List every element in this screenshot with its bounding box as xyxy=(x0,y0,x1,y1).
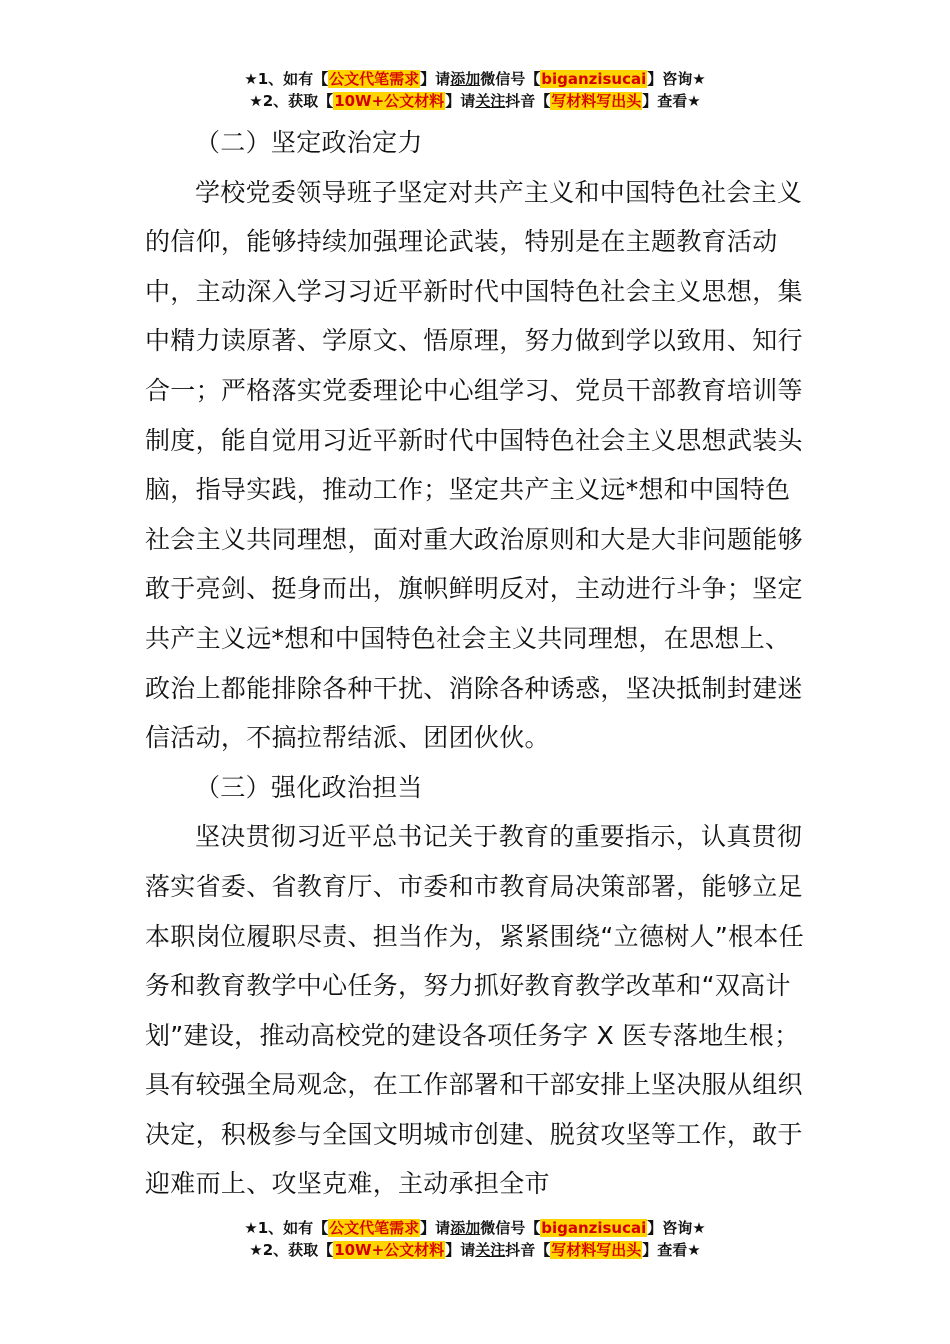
banner-line-1 xyxy=(0,1217,950,1239)
paragraph: 坚决贯彻习近平总书记关于教育的重要指示，认真贯彻落实省委、省教育厅、市委和市教育局决策部署，能够立足本职岗位履职尽责、担当作为，紧紧围绕“立德树人”根本任务和教育教学中心任务，努力抓好教育教学改革和“双高计划”建设，推动高校党的建设各项任务字 X 医专落地生根；具有较强全局观念，在工作部署和干部安排上坚决服从组织决定，积极参与全国文明城市创建、脱贫攻坚等工作，敢于迎难而上、攻坚克难，主动承担全市 xyxy=(145,822,805,1199)
banner-highlight: 写材料写出头 xyxy=(551,1241,642,1259)
banner-highlight: 10W+公文材料 xyxy=(334,92,445,110)
banner-line-2 xyxy=(0,1239,950,1261)
banner-text: 】查看★ xyxy=(642,92,701,110)
banner-text: 】咨询★ xyxy=(647,1219,706,1237)
banner-text: ★1、如有【 xyxy=(244,1219,329,1237)
banner-line-1 xyxy=(0,68,950,90)
banner-highlight: 公文代笔需求 xyxy=(329,1219,420,1237)
paragraph: 学校党委领导班子坚定对共产主义和中国特色社会主义的信仰，能够持续加强理论武装，特别是在主题教育活动中，主动深入学习习近平新时代中国特色社会主义思想，集中精力读原著、学原文、悟原理，努力做到学以致用、知行合一；严格落实党委理论中心组学习、党员干部教育培训等制度，能自觉用习近平新时代中国特色社会主义思想武装头脑，指导实践，推动工作；坚定共产主义远*想和中国特色社会主义共同理想，面对重大政治原则和大是大非问题能够敢于亮剑、挺身而出，旗帜鲜明反对，主动进行斗争；坚定共产主义远*想和中国特色社会主义共同理想，在思想上、政治上都能排除各种干扰、消除各种诱惑，坚决抵制封建迷信活动，不搞拉帮结派、团团伙伙。 xyxy=(145,177,803,753)
banner-text: 抖音【 xyxy=(505,1241,551,1259)
document-body xyxy=(145,118,807,1209)
banner-line-2 xyxy=(0,90,950,112)
footer-banner xyxy=(0,1217,950,1261)
banner-text: ★1、如有【 xyxy=(244,70,329,88)
banner-text: ★2、获取【 xyxy=(249,92,334,110)
banner-text: 微信号【 xyxy=(480,70,541,88)
banner-highlight: biganzisucai xyxy=(541,70,647,88)
banner-text: 】查看★ xyxy=(642,1241,701,1259)
banner-underlined-text: 关注 xyxy=(475,1241,506,1259)
banner-text: 】请 xyxy=(420,1219,451,1237)
section-heading: （二）坚定政治定力 xyxy=(195,128,423,157)
banner-highlight: biganzisucai xyxy=(541,1219,647,1237)
banner-underlined-text: 添加 xyxy=(450,1219,481,1237)
banner-highlight: 10W+公文材料 xyxy=(334,1241,445,1259)
banner-text: ★2、获取【 xyxy=(249,1241,334,1259)
banner-text: 抖音【 xyxy=(505,92,551,110)
banner-highlight: 写材料写出头 xyxy=(551,92,642,110)
banner-text: 微信号【 xyxy=(480,1219,541,1237)
banner-text: 】请 xyxy=(445,1241,476,1259)
section-heading: （三）强化政治担当 xyxy=(195,772,423,802)
banner-underlined-text: 添加 xyxy=(450,70,481,88)
header-banner xyxy=(0,68,950,112)
banner-text: 】请 xyxy=(420,70,451,88)
banner-text: 】请 xyxy=(445,92,476,110)
banner-text: 】咨询★ xyxy=(647,70,706,88)
banner-highlight: 公文代笔需求 xyxy=(329,70,420,88)
banner-underlined-text: 关注 xyxy=(475,92,506,110)
